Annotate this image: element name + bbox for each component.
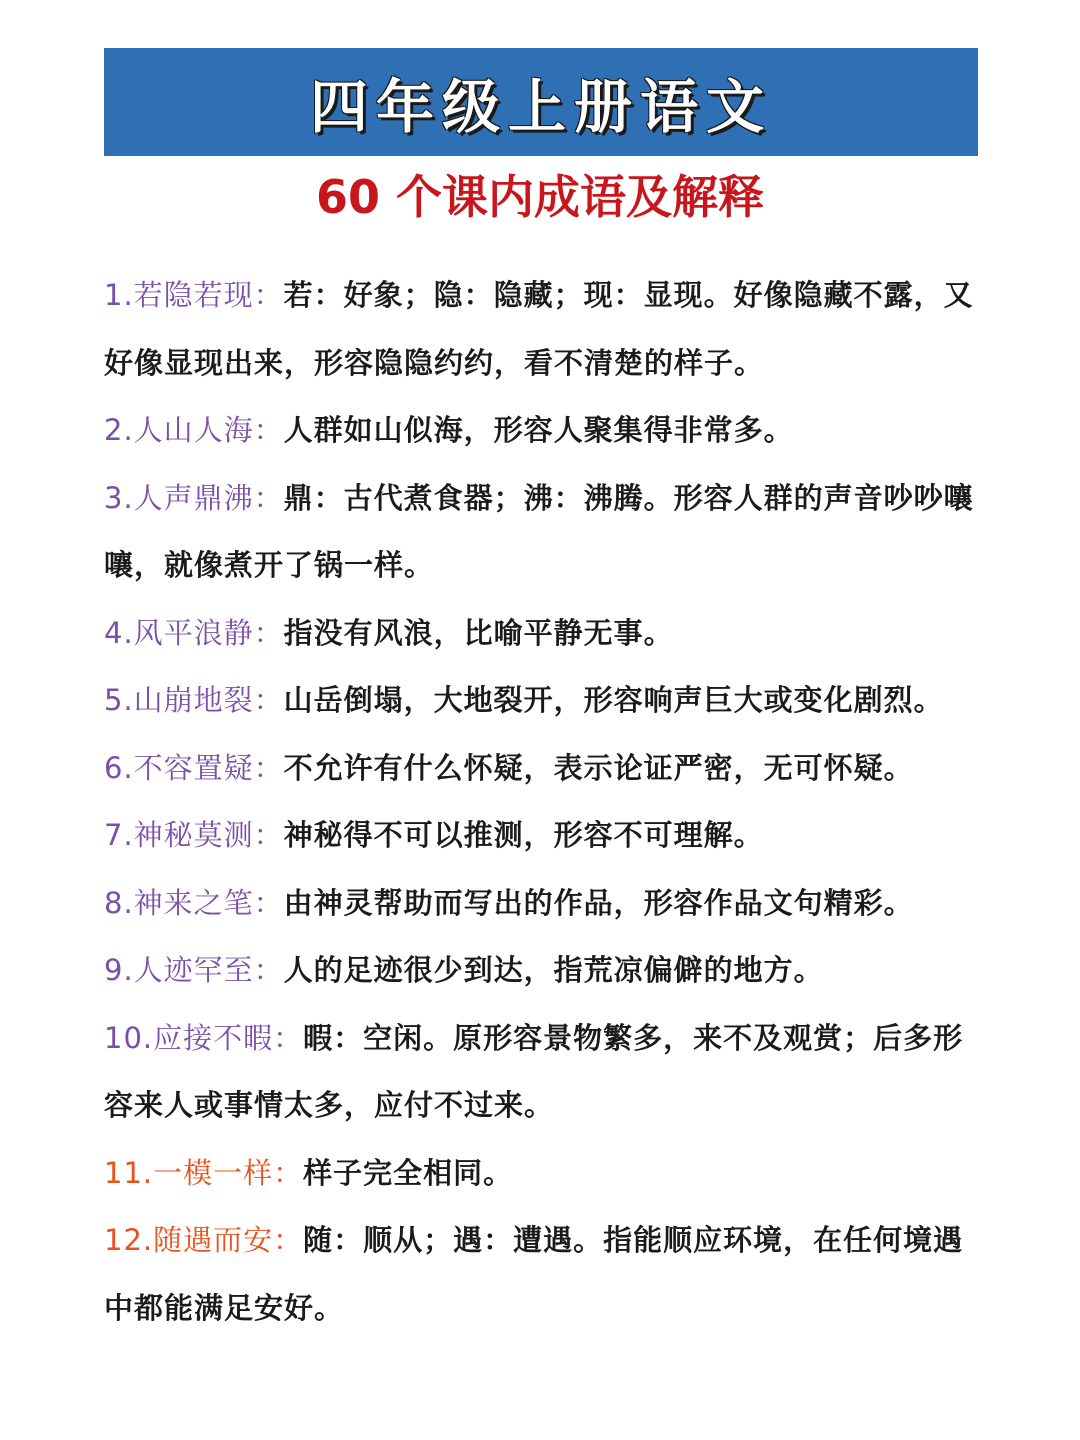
idiom-term: 6.不容置疑： <box>104 750 284 785</box>
idiom-entry <box>104 735 984 803</box>
idiom-explanation: 不允许有什么怀疑，表示论证严密，无可怀疑。 <box>283 750 914 785</box>
idiom-term: 8.神来之笔： <box>104 885 284 920</box>
idiom-explanation: 鼎：古代煮食器；沸：沸腾。形容人群的声音吵吵嚷嚷，就像煮开了锅一样。 <box>104 480 974 582</box>
title-banner <box>104 48 978 156</box>
idiom-term: 2.人山人海： <box>104 413 284 447</box>
idiom-explanation: 指没有风浪，比喻平静无事。 <box>283 615 674 650</box>
idiom-entry <box>104 1207 984 1342</box>
idiom-entry <box>104 600 984 668</box>
idiom-entry <box>104 667 984 735</box>
idiom-entry <box>104 397 984 465</box>
idiom-explanation: 随：顺从；遇：遭遇。指能顺应环境，在任何境遇中都能满足安好。 <box>104 1223 964 1325</box>
idiom-explanation: 由神灵帮助而写出的作品，形容作品文句精彩。 <box>283 885 914 920</box>
idiom-explanation: 若：好象；隐：隐藏；现：显现。好像隐藏不露，又好像显现出来，形容隐隐约约，看不清楚的样子。 <box>104 278 974 380</box>
idiom-term: 1.若隐若现： <box>104 278 284 312</box>
idiom-explanation: 暇：空闲。原形容景物繁多，来不及观赏；后多形容来人或事情太多，应付不过来。 <box>104 1020 964 1122</box>
idiom-term: 11.一模一样： <box>104 1155 304 1190</box>
idiom-term: 12.随遇而安： <box>104 1223 304 1257</box>
idiom-term: 5.山崩地裂： <box>104 683 284 717</box>
idiom-explanation: 样子完全相同。 <box>303 1155 514 1190</box>
idiom-list <box>104 262 984 1342</box>
idiom-term: 10.应接不暇： <box>104 1020 304 1055</box>
idiom-entry <box>104 1140 984 1208</box>
idiom-explanation: 山岳倒塌，大地裂开，形容响声巨大或变化剧烈。 <box>283 683 944 717</box>
idiom-term: 9.人迹罕至： <box>104 953 284 987</box>
idiom-entry <box>104 802 984 870</box>
page-subtitle: 60 个课内成语及解释 <box>315 170 765 224</box>
idiom-entry <box>104 262 984 397</box>
idiom-term: 3.人声鼎沸： <box>104 480 284 515</box>
idiom-term: 4.风平浪静： <box>104 615 284 650</box>
idiom-entry <box>104 937 984 1005</box>
idiom-entry <box>104 870 984 938</box>
idiom-explanation: 人的足迹很少到达，指荒凉偏僻的地方。 <box>283 953 824 987</box>
idiom-explanation: 人群如山似海，形容人聚集得非常多。 <box>283 413 794 447</box>
page-title: 四年级上册语文 <box>309 73 772 141</box>
idiom-entry <box>104 465 984 600</box>
idiom-term: 7.神秘莫测： <box>104 818 284 852</box>
idiom-entry <box>104 1005 984 1140</box>
idiom-explanation: 神秘得不可以推测，形容不可理解。 <box>283 818 764 852</box>
